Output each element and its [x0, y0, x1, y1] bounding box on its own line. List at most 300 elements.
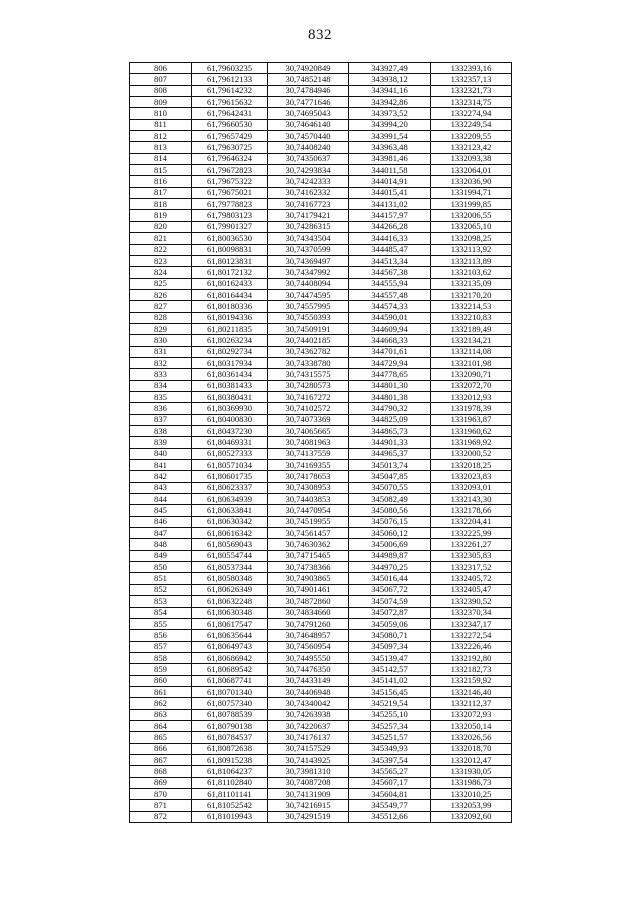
point-number-cell: 866 [130, 743, 192, 754]
y-coordinate-cell: 1332101,98 [431, 357, 512, 368]
longitude-cell: 30,74169355 [268, 460, 349, 471]
x-coordinate-cell: 344901,33 [349, 437, 431, 448]
x-coordinate-cell: 345072,87 [349, 607, 431, 618]
table-row [130, 335, 512, 346]
point-number-cell: 847 [130, 528, 192, 539]
x-coordinate-cell: 345156,45 [349, 686, 431, 697]
latitude-cell: 61,80701340 [192, 686, 268, 697]
longitude-cell: 30,74519955 [268, 516, 349, 527]
table-row [130, 244, 512, 255]
point-number-cell: 852 [130, 584, 192, 595]
longitude-cell: 30,74338780 [268, 357, 349, 368]
longitude-cell: 30,74791260 [268, 618, 349, 629]
longitude-cell: 30,74315575 [268, 369, 349, 380]
longitude-cell: 30,74350637 [268, 153, 349, 164]
x-coordinate-cell: 344131,02 [349, 199, 431, 210]
x-coordinate-cell: 344865,73 [349, 426, 431, 437]
table-row [130, 176, 512, 187]
longitude-cell: 30,74347992 [268, 267, 349, 278]
y-coordinate-cell: 1332012,47 [431, 754, 512, 765]
y-coordinate-cell: 1332050,14 [431, 720, 512, 731]
longitude-cell: 30,74561457 [268, 528, 349, 539]
latitude-cell: 61,79778823 [192, 199, 268, 210]
x-coordinate-cell: 343981,46 [349, 153, 431, 164]
x-coordinate-cell: 345255,10 [349, 709, 431, 720]
x-coordinate-cell: 345016,44 [349, 573, 431, 584]
y-coordinate-cell: 1332192,80 [431, 652, 512, 663]
y-coordinate-cell: 1332036,90 [431, 176, 512, 187]
y-coordinate-cell: 1332321,73 [431, 85, 512, 96]
x-coordinate-cell: 345076,15 [349, 516, 431, 527]
table-row [130, 108, 512, 119]
longitude-cell: 30,74433149 [268, 675, 349, 686]
point-number-cell: 839 [130, 437, 192, 448]
x-coordinate-cell: 345141,02 [349, 675, 431, 686]
y-coordinate-cell: 1332065,10 [431, 221, 512, 232]
point-number-cell: 815 [130, 165, 192, 176]
table-row [130, 278, 512, 289]
latitude-cell: 61,80790138 [192, 720, 268, 731]
table-row [130, 199, 512, 210]
latitude-cell: 61,80162433 [192, 278, 268, 289]
x-coordinate-cell: 345082,49 [349, 494, 431, 505]
latitude-cell: 61,80036530 [192, 233, 268, 244]
table-row [130, 743, 512, 754]
table-row [130, 323, 512, 334]
longitude-cell: 30,74220637 [268, 720, 349, 731]
x-coordinate-cell: 344668,33 [349, 335, 431, 346]
table-row [130, 460, 512, 471]
x-coordinate-cell: 343994,20 [349, 119, 431, 130]
table-row [130, 187, 512, 198]
latitude-cell: 61,80633841 [192, 505, 268, 516]
x-coordinate-cell: 344778,65 [349, 369, 431, 380]
longitude-cell: 30,74408240 [268, 142, 349, 153]
page-number: 832 [308, 27, 332, 43]
x-coordinate-cell: 345059,06 [349, 618, 431, 629]
y-coordinate-cell: 1332209,55 [431, 131, 512, 142]
longitude-cell: 30,74403853 [268, 494, 349, 505]
latitude-cell: 61,79614232 [192, 85, 268, 96]
latitude-cell: 61,81102840 [192, 777, 268, 788]
table-row [130, 346, 512, 357]
latitude-cell: 61,80626349 [192, 584, 268, 595]
longitude-cell: 30,74081963 [268, 437, 349, 448]
latitude-cell: 61,80098831 [192, 244, 268, 255]
longitude-cell: 30,74738366 [268, 562, 349, 573]
latitude-cell: 61,80469331 [192, 437, 268, 448]
table-row [130, 800, 512, 811]
latitude-cell: 61,80689542 [192, 664, 268, 675]
y-coordinate-cell: 1332210,83 [431, 312, 512, 323]
y-coordinate-cell: 1332112,37 [431, 698, 512, 709]
point-number-cell: 837 [130, 414, 192, 425]
point-number-cell: 843 [130, 482, 192, 493]
x-coordinate-cell: 344157,97 [349, 210, 431, 221]
point-number-cell: 834 [130, 380, 192, 391]
point-number-cell: 809 [130, 97, 192, 108]
x-coordinate-cell: 345349,93 [349, 743, 431, 754]
latitude-cell: 61,79612133 [192, 74, 268, 85]
point-number-cell: 849 [130, 550, 192, 561]
table-row [130, 85, 512, 96]
x-coordinate-cell: 344011,58 [349, 165, 431, 176]
y-coordinate-cell: 1332405,72 [431, 573, 512, 584]
table-row [130, 414, 512, 425]
y-coordinate-cell: 1332098,25 [431, 233, 512, 244]
point-number-cell: 810 [130, 108, 192, 119]
point-number-cell: 865 [130, 732, 192, 743]
y-coordinate-cell: 1332357,13 [431, 74, 512, 85]
y-coordinate-cell: 1332123,42 [431, 142, 512, 153]
point-number-cell: 825 [130, 278, 192, 289]
point-number-cell: 850 [130, 562, 192, 573]
table-row [130, 652, 512, 663]
latitude-cell: 61,80915238 [192, 754, 268, 765]
point-number-cell: 854 [130, 607, 192, 618]
table-row [130, 380, 512, 391]
longitude-cell: 30,74087208 [268, 777, 349, 788]
x-coordinate-cell: 345251,57 [349, 732, 431, 743]
x-coordinate-cell: 345097,34 [349, 641, 431, 652]
table-row [130, 698, 512, 709]
latitude-cell: 61,80630342 [192, 516, 268, 527]
latitude-cell: 61,79660530 [192, 119, 268, 130]
table-row [130, 550, 512, 561]
latitude-cell: 61,79603235 [192, 63, 268, 74]
table-row [130, 720, 512, 731]
table-row [130, 142, 512, 153]
x-coordinate-cell: 345060,12 [349, 528, 431, 539]
y-coordinate-cell: 1332113,92 [431, 244, 512, 255]
latitude-cell: 61,80380431 [192, 391, 268, 402]
longitude-cell: 30,74715465 [268, 550, 349, 561]
x-coordinate-cell: 344567,38 [349, 267, 431, 278]
latitude-cell: 61,80571034 [192, 460, 268, 471]
latitude-cell: 61,79646324 [192, 153, 268, 164]
y-coordinate-cell: 1331994,71 [431, 187, 512, 198]
point-number-cell: 814 [130, 153, 192, 164]
longitude-cell: 30,74291519 [268, 811, 349, 822]
y-coordinate-cell: 1332113,89 [431, 255, 512, 266]
point-number-cell: 832 [130, 357, 192, 368]
table-row [130, 267, 512, 278]
x-coordinate-cell: 344989,87 [349, 550, 431, 561]
table-row [130, 630, 512, 641]
longitude-cell: 30,74131909 [268, 789, 349, 800]
longitude-cell: 30,74560954 [268, 641, 349, 652]
table-row [130, 607, 512, 618]
x-coordinate-cell: 344266,28 [349, 221, 431, 232]
longitude-cell: 30,74834660 [268, 607, 349, 618]
latitude-cell: 61,80361434 [192, 369, 268, 380]
point-number-cell: 867 [130, 754, 192, 765]
y-coordinate-cell: 1332261,27 [431, 539, 512, 550]
table-row [130, 437, 512, 448]
x-coordinate-cell: 343941,16 [349, 85, 431, 96]
latitude-cell: 61,80180336 [192, 301, 268, 312]
point-number-cell: 856 [130, 630, 192, 641]
x-coordinate-cell: 344574,33 [349, 301, 431, 312]
latitude-cell: 61,80601735 [192, 471, 268, 482]
x-coordinate-cell: 344970,25 [349, 562, 431, 573]
x-coordinate-cell: 345070,55 [349, 482, 431, 493]
latitude-cell: 61,81019943 [192, 811, 268, 822]
table-row [130, 233, 512, 244]
table-row [130, 596, 512, 607]
point-number-cell: 844 [130, 494, 192, 505]
longitude-cell: 30,74167723 [268, 199, 349, 210]
longitude-cell: 30,74286315 [268, 221, 349, 232]
y-coordinate-cell: 1332135,09 [431, 278, 512, 289]
latitude-cell: 61,80317934 [192, 357, 268, 368]
table-row [130, 210, 512, 221]
longitude-cell: 30,74280573 [268, 380, 349, 391]
longitude-cell: 30,74178653 [268, 471, 349, 482]
y-coordinate-cell: 1332249,54 [431, 119, 512, 130]
table-row [130, 301, 512, 312]
longitude-cell: 30,74137559 [268, 448, 349, 459]
x-coordinate-cell: 344801,30 [349, 380, 431, 391]
table-row [130, 63, 512, 74]
point-number-cell: 806 [130, 63, 192, 74]
longitude-cell: 30,74293834 [268, 165, 349, 176]
x-coordinate-cell: 343973,52 [349, 108, 431, 119]
y-coordinate-cell: 1332390,52 [431, 596, 512, 607]
longitude-cell: 30,74646140 [268, 119, 349, 130]
point-number-cell: 853 [130, 596, 192, 607]
table-row [130, 165, 512, 176]
point-number-cell: 848 [130, 539, 192, 550]
longitude-cell: 30,74308953 [268, 482, 349, 493]
latitude-cell: 61,79803123 [192, 210, 268, 221]
x-coordinate-cell: 344609,94 [349, 323, 431, 334]
y-coordinate-cell: 1331960,62 [431, 426, 512, 437]
point-number-cell: 861 [130, 686, 192, 697]
y-coordinate-cell: 1332225,99 [431, 528, 512, 539]
table-row [130, 528, 512, 539]
y-coordinate-cell: 1332103,62 [431, 267, 512, 278]
point-number-cell: 835 [130, 391, 192, 402]
y-coordinate-cell: 1332204,41 [431, 516, 512, 527]
latitude-cell: 61,79672823 [192, 165, 268, 176]
longitude-cell: 30,73981310 [268, 766, 349, 777]
point-number-cell: 818 [130, 199, 192, 210]
table-row [130, 584, 512, 595]
point-number-cell: 833 [130, 369, 192, 380]
y-coordinate-cell: 1332093,01 [431, 482, 512, 493]
table-row [130, 754, 512, 765]
table-row [130, 664, 512, 675]
point-number-cell: 871 [130, 800, 192, 811]
x-coordinate-cell: 343938,12 [349, 74, 431, 85]
longitude-cell: 30,74362782 [268, 346, 349, 357]
point-number-cell: 821 [130, 233, 192, 244]
longitude-cell: 30,74852148 [268, 74, 349, 85]
point-number-cell: 872 [130, 811, 192, 822]
point-number-cell: 828 [130, 312, 192, 323]
point-number-cell: 819 [130, 210, 192, 221]
latitude-cell: 61,81101141 [192, 789, 268, 800]
x-coordinate-cell: 345067,72 [349, 584, 431, 595]
x-coordinate-cell: 345080,71 [349, 630, 431, 641]
y-coordinate-cell: 1332006,55 [431, 210, 512, 221]
x-coordinate-cell: 344801,38 [349, 391, 431, 402]
latitude-cell: 61,80211835 [192, 323, 268, 334]
longitude-cell: 30,74903865 [268, 573, 349, 584]
longitude-cell: 30,74509191 [268, 323, 349, 334]
table-row [130, 777, 512, 788]
x-coordinate-cell: 344557,48 [349, 289, 431, 300]
point-number-cell: 811 [130, 119, 192, 130]
y-coordinate-cell: 1332064,01 [431, 165, 512, 176]
longitude-cell: 30,74102572 [268, 403, 349, 414]
longitude-cell: 30,74216915 [268, 800, 349, 811]
longitude-cell: 30,74408094 [268, 278, 349, 289]
longitude-cell: 30,74073369 [268, 414, 349, 425]
table-row [130, 289, 512, 300]
table-row [130, 811, 512, 822]
x-coordinate-cell: 344701,61 [349, 346, 431, 357]
x-coordinate-cell: 345397,54 [349, 754, 431, 765]
x-coordinate-cell: 344555,94 [349, 278, 431, 289]
x-coordinate-cell: 344416,33 [349, 233, 431, 244]
point-number-cell: 820 [130, 221, 192, 232]
x-coordinate-cell: 345512,66 [349, 811, 431, 822]
y-coordinate-cell: 1332178,66 [431, 505, 512, 516]
latitude-cell: 61,79642431 [192, 108, 268, 119]
point-number-cell: 851 [130, 573, 192, 584]
point-number-cell: 864 [130, 720, 192, 731]
table-row [130, 709, 512, 720]
longitude-cell: 30,74557995 [268, 301, 349, 312]
latitude-cell: 61,80635644 [192, 630, 268, 641]
longitude-cell: 30,74340042 [268, 698, 349, 709]
longitude-cell: 30,74470954 [268, 505, 349, 516]
longitude-cell: 30,74495550 [268, 652, 349, 663]
latitude-cell: 61,80172132 [192, 267, 268, 278]
point-number-cell: 807 [130, 74, 192, 85]
latitude-cell: 61,79675021 [192, 187, 268, 198]
y-coordinate-cell: 1331999,85 [431, 199, 512, 210]
y-coordinate-cell: 1332214,53 [431, 301, 512, 312]
table-row [130, 618, 512, 629]
longitude-cell: 30,74648957 [268, 630, 349, 641]
latitude-cell: 61,80630348 [192, 607, 268, 618]
y-coordinate-cell: 1332146,40 [431, 686, 512, 697]
y-coordinate-cell: 1332092,60 [431, 811, 512, 822]
latitude-cell: 61,80872638 [192, 743, 268, 754]
longitude-cell: 30,74167272 [268, 391, 349, 402]
coordinates-table-body [130, 63, 512, 823]
point-number-cell: 816 [130, 176, 192, 187]
x-coordinate-cell: 343963,48 [349, 142, 431, 153]
point-number-cell: 858 [130, 652, 192, 663]
latitude-cell: 61,81052542 [192, 800, 268, 811]
latitude-cell: 61,80686942 [192, 652, 268, 663]
latitude-cell: 61,80757340 [192, 698, 268, 709]
y-coordinate-cell: 1332393,16 [431, 63, 512, 74]
x-coordinate-cell: 344825,09 [349, 414, 431, 425]
y-coordinate-cell: 1331963,87 [431, 414, 512, 425]
x-coordinate-cell: 345080,56 [349, 505, 431, 516]
latitude-cell: 61,80263234 [192, 335, 268, 346]
latitude-cell: 61,80527333 [192, 448, 268, 459]
longitude-cell: 30,74179421 [268, 210, 349, 221]
x-coordinate-cell: 345604,81 [349, 789, 431, 800]
latitude-cell: 61,80437230 [192, 426, 268, 437]
y-coordinate-cell: 1331978,39 [431, 403, 512, 414]
latitude-cell: 61,80400830 [192, 414, 268, 425]
x-coordinate-cell: 344513,34 [349, 255, 431, 266]
point-number-cell: 846 [130, 516, 192, 527]
point-number-cell: 840 [130, 448, 192, 459]
y-coordinate-cell: 1332072,70 [431, 380, 512, 391]
longitude-cell: 30,74872860 [268, 596, 349, 607]
point-number-cell: 857 [130, 641, 192, 652]
y-coordinate-cell: 1332370,34 [431, 607, 512, 618]
point-number-cell: 859 [130, 664, 192, 675]
point-number-cell: 863 [130, 709, 192, 720]
table-row [130, 369, 512, 380]
latitude-cell: 61,80537344 [192, 562, 268, 573]
table-row [130, 448, 512, 459]
longitude-cell: 30,74784946 [268, 85, 349, 96]
latitude-cell: 61,80569043 [192, 539, 268, 550]
coordinates-table [129, 62, 512, 823]
latitude-cell: 61,79615632 [192, 97, 268, 108]
x-coordinate-cell: 343991,54 [349, 131, 431, 142]
point-number-cell: 830 [130, 335, 192, 346]
latitude-cell: 61,79657429 [192, 131, 268, 142]
point-number-cell: 838 [130, 426, 192, 437]
x-coordinate-cell: 344965,37 [349, 448, 431, 459]
x-coordinate-cell: 345219,54 [349, 698, 431, 709]
latitude-cell: 61,81064237 [192, 766, 268, 777]
y-coordinate-cell: 1332053,99 [431, 800, 512, 811]
y-coordinate-cell: 1332405,47 [431, 584, 512, 595]
y-coordinate-cell: 1332170,20 [431, 289, 512, 300]
table-row [130, 505, 512, 516]
point-number-cell: 870 [130, 789, 192, 800]
table-row [130, 494, 512, 505]
latitude-cell: 61,80649743 [192, 641, 268, 652]
y-coordinate-cell: 1332272,54 [431, 630, 512, 641]
latitude-cell: 61,80164434 [192, 289, 268, 300]
latitude-cell: 61,80788539 [192, 709, 268, 720]
x-coordinate-cell: 343927,49 [349, 63, 431, 74]
x-coordinate-cell: 345607,17 [349, 777, 431, 788]
longitude-cell: 30,74157529 [268, 743, 349, 754]
longitude-cell: 30,74065665 [268, 426, 349, 437]
x-coordinate-cell: 345006,69 [349, 539, 431, 550]
longitude-cell: 30,74570440 [268, 131, 349, 142]
y-coordinate-cell: 1332000,52 [431, 448, 512, 459]
point-number-cell: 808 [130, 85, 192, 96]
y-coordinate-cell: 1332182,73 [431, 664, 512, 675]
point-number-cell: 824 [130, 267, 192, 278]
x-coordinate-cell: 345074,59 [349, 596, 431, 607]
table-row [130, 403, 512, 414]
longitude-cell: 30,74476350 [268, 664, 349, 675]
point-number-cell: 841 [130, 460, 192, 471]
y-coordinate-cell: 1331969,92 [431, 437, 512, 448]
latitude-cell: 61,80687741 [192, 675, 268, 686]
y-coordinate-cell: 1332114,08 [431, 346, 512, 357]
table-row [130, 119, 512, 130]
x-coordinate-cell: 344590,01 [349, 312, 431, 323]
table-row [130, 573, 512, 584]
